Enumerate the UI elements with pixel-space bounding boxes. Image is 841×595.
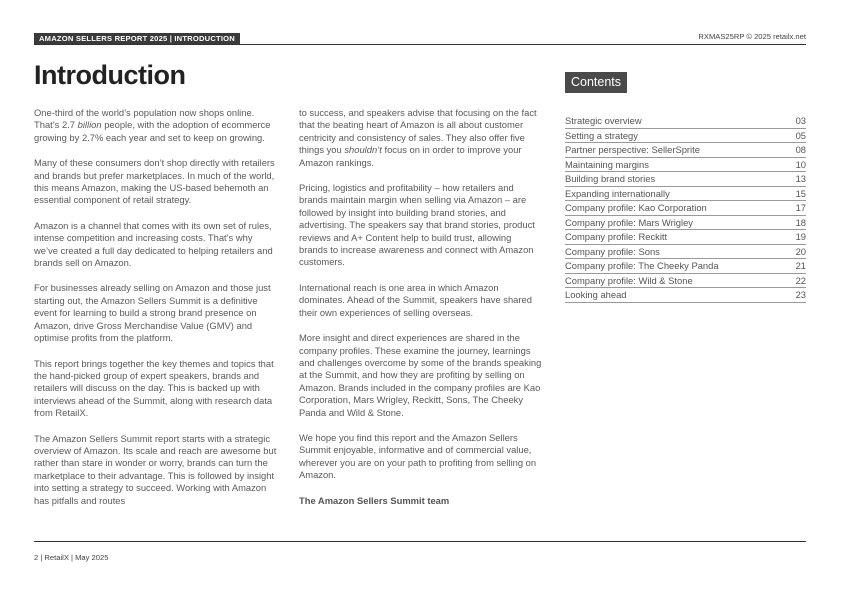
header-rule	[34, 44, 806, 45]
contents-item-label: Company profile: Reckitt	[565, 231, 668, 242]
paragraph: For businesses already selling on Amazon and those just starting out, the Amazon Sellers Summit is a definitive event for learning to build a strong brand presence on Amazon, drive Gross Merchandise Value (GMV) and optimise profits from the platform.	[34, 282, 271, 344]
contents-item[interactable]	[565, 158, 806, 173]
contents-item[interactable]	[565, 187, 806, 202]
report-code: RXMAS25RP © 2025 retailx.net	[698, 32, 806, 41]
paragraph: Amazon is a channel that comes with its own set of rules, intense competition and increasing costs. That’s why we’ve created a full day dedicated to helping retailers and brands sell on Amazon.	[34, 219, 273, 269]
contents-item[interactable]	[565, 143, 806, 158]
contents-item[interactable]	[565, 230, 806, 245]
footer-rule	[34, 541, 806, 542]
contents-item-page: 13	[795, 173, 806, 184]
contents-item[interactable]	[565, 172, 806, 187]
section-label: AMAZON SELLERS REPORT 2025 | INTRODUCTION	[34, 33, 240, 44]
contents-item-page: 21	[795, 260, 806, 271]
contents-item-page: 08	[795, 144, 806, 155]
paragraph: One-third of the world’s population now shops online. That’s 2.7 billion people, with the adoption of ecommerce growing by 2.7% each year and set to keep on growing.	[34, 107, 271, 143]
paragraph: We hope you find this report and the Amazon Sellers Summit enjoyable, informative and of commercial value, wherever you are on your path to profiting from selling on Amazon.	[299, 431, 537, 481]
footer-text: 2 | RetailX | May 2025	[34, 553, 109, 562]
contents-item-label: Partner perspective: SellerSprite	[565, 144, 700, 155]
body-column-2	[299, 107, 542, 520]
contents-item-label: Setting a strategy	[565, 129, 638, 141]
contents-item-page: 05	[795, 129, 806, 141]
contents-item-page: 23	[795, 289, 806, 300]
paragraph: More insight and direct experiences are shared in the company profiles. These examine the journey, learnings and challenges overcome by some of the brands speaking at the Summit, and how they are profiting by selling on Amazon. Brands included in the company profiles are Kao Corporation, Mars Wrigley, Reckitt, Sons, The Cheeky Panda and Wild & Stone.	[299, 332, 542, 418]
contents-item-label: Company profile: Mars Wrigley	[565, 216, 693, 228]
contents-item[interactable]	[565, 259, 806, 274]
contents-item-page: 22	[795, 274, 806, 286]
contents-item-label: Looking ahead	[565, 289, 627, 300]
contents-item-page: 19	[795, 231, 806, 242]
contents-item-page: 17	[795, 202, 806, 213]
page-title: Introduction	[34, 60, 186, 90]
paragraph: Many of these consumers don’t shop directly with retailers and brands but prefer marketplaces. In much of the world, this means Amazon, making the US-based behemoth an essential component of retail strategy.	[34, 157, 275, 206]
contents-item-page: 15	[795, 187, 806, 199]
contents-item[interactable]	[565, 114, 806, 129]
contents-item-label: Company profile: Sons	[565, 245, 660, 257]
contents-item[interactable]	[565, 216, 806, 231]
contents-item-label: Company profile: The Cheeky Panda	[565, 260, 719, 271]
contents-item[interactable]	[565, 274, 806, 289]
body-column-1	[34, 107, 277, 520]
paragraph: Pricing, logistics and profitability – how retailers and brands maintain margin when selling via Amazon – are followed by insight into building brand stories, and advertising. The speakers say that brand stories, product reviews and A+ Content help to build trust, allowing brands to increase awareness and connect with Amazon customers.	[299, 182, 535, 268]
contents-item-page: 10	[795, 158, 806, 170]
paragraph: International reach is one area in which Amazon dominates. Ahead of the Summit, speakers have shared their own experiences of selling overseas.	[299, 281, 532, 318]
contents-item-label: Maintaining margins	[565, 158, 649, 170]
paragraph: to success, and speakers advise that focusing on the fact that the beating heart of Amazon is all about customer centricity and consistency of sales. They also offer five things you shouldn’t focus on in order to improve your Amazon rankings.	[299, 107, 537, 168]
contents-item[interactable]	[565, 129, 806, 144]
contents-item-label: Company profile: Wild & Stone	[565, 274, 693, 286]
contents-title: Contents	[565, 72, 627, 93]
contents-item-label: Company profile: Kao Corporation	[565, 202, 707, 213]
paragraph: This report brings together the key themes and topics that the hand-picked group of expert speakers, brands and retailers will discuss on the day. This is backed up with interviews ahead of the Summit, along with research data from RetailX.	[34, 357, 274, 419]
contents-item-label: Expanding internationally	[565, 187, 670, 199]
contents-item-page: 18	[795, 216, 806, 228]
contents-item-label: Building brand stories	[565, 173, 656, 184]
contents-item-page: 20	[795, 245, 806, 257]
contents-item-label: Strategic overview	[565, 115, 642, 126]
contents-list	[565, 114, 806, 303]
paragraph: The Amazon Sellers Summit report starts with a strategic overview of Amazon. Its scale and reach are awesome but rather than stare in wonder or worry, brands can turn the marketplace to their advantage. This is followed by insight into setting a strategy to succeed. Working with Amazon has pitfalls and routes	[34, 432, 277, 506]
contents-item[interactable]	[565, 245, 806, 260]
contents-item-page: 03	[795, 115, 806, 126]
contents-item[interactable]	[565, 201, 806, 216]
signoff: The Amazon Sellers Summit team	[299, 494, 450, 506]
contents-item[interactable]	[565, 288, 806, 303]
